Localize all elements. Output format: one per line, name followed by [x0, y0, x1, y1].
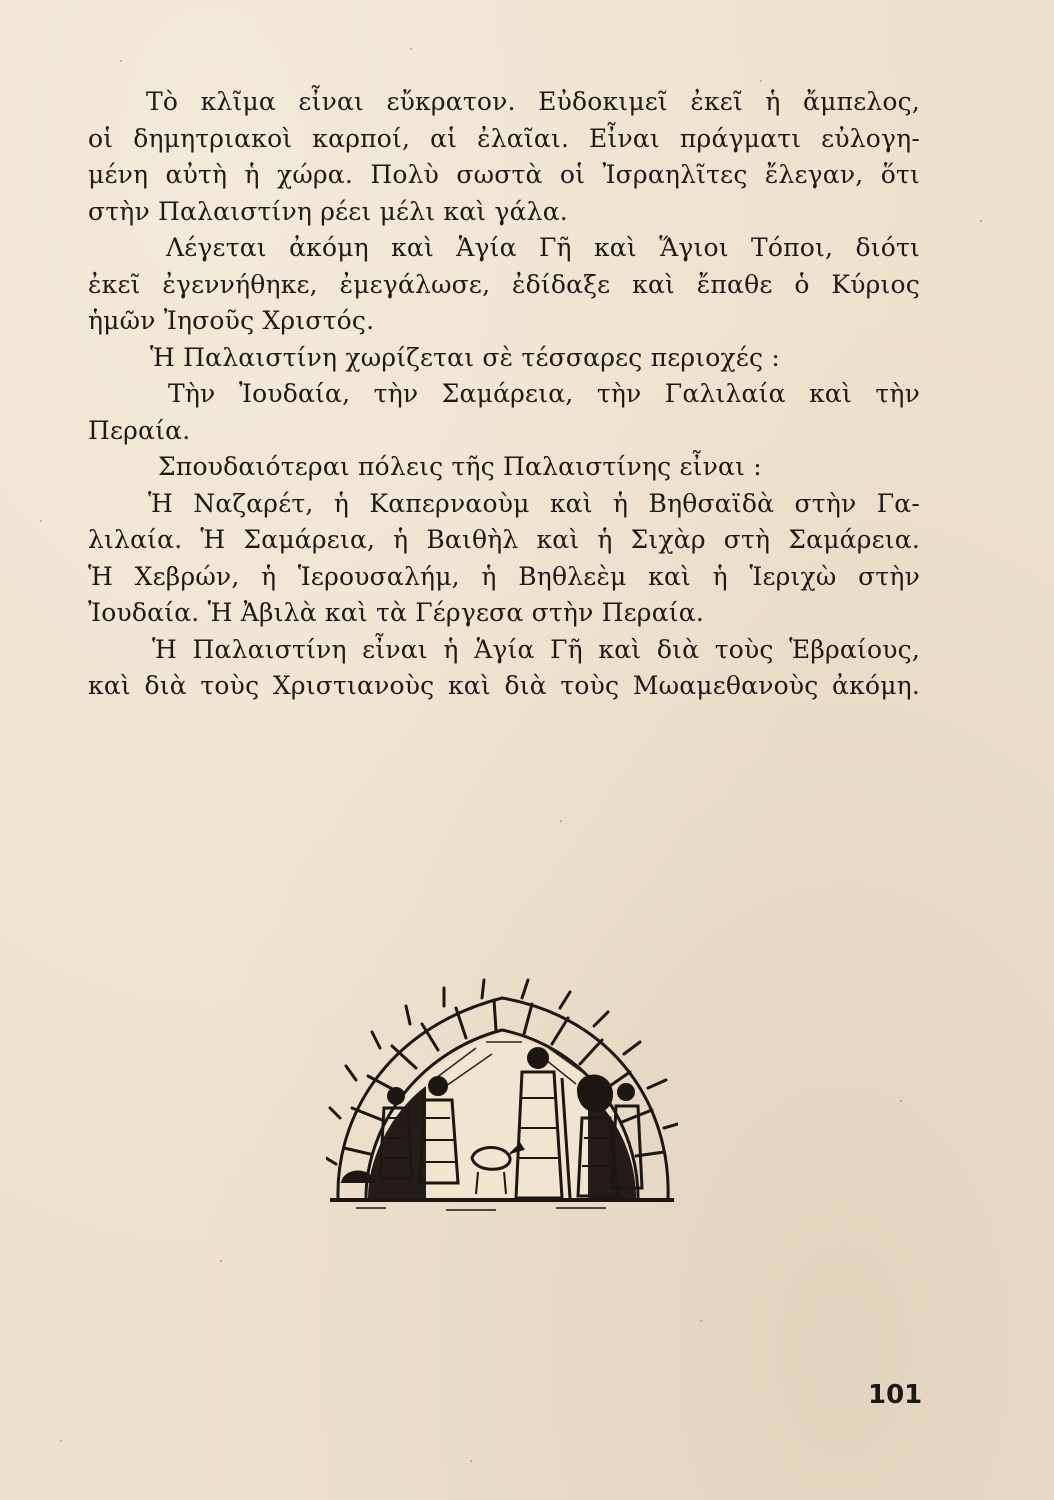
text-line: οἱ δημητριακοὶ καρποί, αἱ ἐλαῖαι. Εἶναι πράγματι εὐλογη- — [88, 123, 920, 153]
text-line: Τὴν Ἰουδαία, τὴν Σαμάρεια, τὴν Γαλιλαία καὶ τὴν — [168, 379, 920, 408]
text-line: Ἰουδαία. Ἡ Ἀβιλὰ καὶ τὰ Γέργεσα στὴν Περαία. — [88, 598, 705, 627]
text-line: στὴν Παλαιστίνη ρέει μέλι καὶ γάλα. — [88, 196, 568, 226]
text-line: Ἡ Ναζαρέτ, ἡ Καπερναοὺμ καὶ ἡ Βηθσαϊδὰ στὴν Γα- — [148, 488, 920, 518]
text-line: μένη αὐτὴ ἡ χώρα. Πολὺ σωστὰ οἱ Ἰσραηλῖτες ἔλεγαν, ὅτι — [88, 160, 920, 189]
text-line: Ἡ Παλαιστίνη εἶναι ἡ Ἁγία Γῆ καὶ διὰ τοὺς Ἑβραίους, — [152, 634, 920, 664]
page-number: 101 — [868, 1380, 923, 1410]
text-line: Λέγεται ἀκόμη καὶ Ἁγία Γῆ καὶ Ἅγιοι Τόποι, διότι — [166, 233, 920, 262]
text-line: λιλαία. Ἡ Σαμάρεια, ἡ Βαιθὴλ καὶ ἡ Σιχὰρ στὴ Σαμάρεια. — [88, 525, 920, 554]
text-line: Περαία. — [88, 415, 191, 445]
text-line: ἡμῶν Ἰησοῦς Χριστός. — [88, 306, 375, 335]
text-line: καὶ διὰ τοὺς Χριστιανοὺς καὶ διὰ τοὺς Μωαμεθανοὺς ἀκόμη. — [88, 671, 920, 700]
body-text — [88, 84, 920, 705]
text-line: Ἡ Χεβρών, ἡ Ἱερουσαλήμ, ἡ Βηθλεὲμ καὶ ἡ Ἱεριχὼ στὴν — [88, 561, 920, 591]
text-line: Τὸ κλῖμα εἶναι εὔκρατον. Εὐδοκιμεῖ ἐκεῖ ἡ ἄμπελος, — [146, 87, 920, 116]
text-line: Ἡ Παλαιστίνη χωρίζεται σὲ τέσσαρες περιοχές : — [150, 342, 781, 372]
text-line: ἐκεῖ ἐγεννήθηκε, ἐμεγάλωσε, ἐδίδαξε καὶ ἔπαθε ὁ Κύριος — [88, 269, 920, 299]
woodcut-arch-figures-icon — [326, 968, 678, 1218]
text-line: Σπουδαιότεραι πόλεις τῆς Παλαιστίνης εἶναι : — [158, 452, 762, 481]
